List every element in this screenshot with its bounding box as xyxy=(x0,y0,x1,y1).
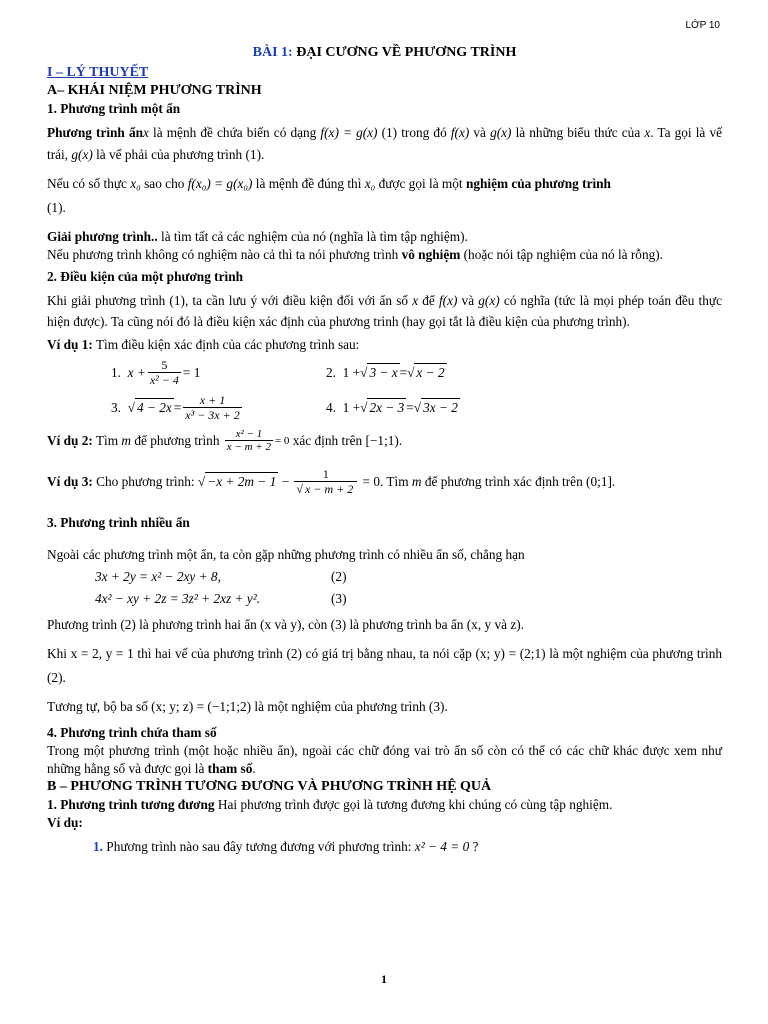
def-eq: f(x) = g(x) xyxy=(320,125,378,140)
question-1-mark: ? xyxy=(469,839,479,854)
lesson-name: ĐẠI CƯƠNG VỀ PHƯƠNG TRÌNH xyxy=(296,45,517,60)
def-and: và xyxy=(469,125,491,140)
root-paragraph xyxy=(47,172,722,220)
cond-text2: , ta cần lưu ý với điều kiện đối với ẩn số xyxy=(184,293,413,308)
multi-example-1: Khi x = 2, y = 1 thì hai vế của phương trình (2) có giá trị bằng nhau, ta nói cặp (x; y) = (2;1) là một nghiệm của phương trình (2). xyxy=(47,646,722,685)
ex1-item-3-fraction xyxy=(183,393,241,422)
ex1-item-1-pre: x + xyxy=(127,364,146,380)
ex3-equals: = 0 xyxy=(359,473,380,489)
question-1-equation: x² − 4 = 0 xyxy=(414,839,470,854)
ex3-interval: (0;1]. xyxy=(586,473,616,489)
ex1-item-4-radicand-right: 3x − 2 xyxy=(423,400,458,415)
grade-label: LỚP 10 xyxy=(685,20,720,31)
ex1-item-2-radicand-right: x − 2 xyxy=(416,365,445,380)
ex1-item-4-equals: = xyxy=(406,399,414,415)
fraction-numerator: x² − 1 xyxy=(225,428,273,441)
ex3-m: m xyxy=(411,473,422,489)
question-1-text: Phương trình nào sau đây tương đương với phương trình: xyxy=(102,839,415,854)
ex1-item-4-radicand-left: 2x − 3 xyxy=(369,400,405,415)
multi-description: Phương trình (2) là phương trình hai ẩn (x và y), còn (3) là phương trình ba ẩn (x, y và z). xyxy=(47,617,524,632)
example3-paragraph: Ví dụ 3: Cho phương trình: √ −x + 2m − 1 − $\frac{1}{√ x - m + 2}$ = 0 . Tìm m để phương trình xác định trên (0;1]. xyxy=(47,467,616,496)
ex1-item-3-radicand: 4 − 2x xyxy=(136,400,172,415)
equation-2 xyxy=(95,568,722,586)
def-x2: x xyxy=(644,125,651,140)
root-text1: Nếu có số thực xyxy=(47,176,131,191)
ex2-interval: [−1;1). xyxy=(365,432,403,448)
lesson-title xyxy=(47,44,722,62)
ex1-item-3-number: 3. xyxy=(111,399,121,415)
def-num: (1) xyxy=(381,125,398,140)
question-1-number: 1. xyxy=(93,839,103,854)
root-x0: x₀ xyxy=(130,176,141,191)
cond-text3: để xyxy=(418,293,439,308)
noroot-text1: Nếu phương trình không có nghiệm nào cả thì ta nói phương trình xyxy=(47,247,402,262)
sub1-heading: 1. Phương trình một ẩn xyxy=(47,101,181,116)
page-number: 1 xyxy=(381,972,387,986)
ex3-fraction xyxy=(294,467,357,496)
ex3-minus: − xyxy=(278,473,293,489)
ex3-text2: . Tìm xyxy=(380,473,412,489)
example1-paragraph xyxy=(47,336,722,354)
fraction-denominator: x − m + 2 xyxy=(226,441,271,453)
ex1-item-2-equals: = xyxy=(399,364,408,380)
definition-paragraph xyxy=(47,122,722,166)
ex1-item-3: 3. √ 4 − 2x = $\frac{x + 1}{\text{x³ − 3x + 2}}$ xyxy=(111,393,240,422)
fraction-numerator: x + 1 xyxy=(183,393,241,408)
ex1-item-1-fraction xyxy=(148,358,181,387)
fraction-numerator: 5 xyxy=(148,358,181,373)
example1-equations xyxy=(111,358,722,422)
ex1-item-4-number: 4. xyxy=(326,399,336,415)
def-num2: (1). xyxy=(245,147,265,162)
param-text1: Trong một phương trình (một hoặc nhiều ẩn), ngoài các chữ đóng vai trò ẩn số còn có thể có các chữ khác được xem như những hằng số và được gọi là xyxy=(47,743,722,776)
def-text5: là vế phải của phương trình xyxy=(92,147,246,162)
equation-2-number: (2) xyxy=(331,569,347,584)
def-text4: . Ta gọi là vế trái, xyxy=(47,125,722,162)
equation-3-number: (3) xyxy=(331,591,347,606)
equation-2-text: 3x + 2y = x² − 2xy + 8, xyxy=(95,569,221,584)
cond-num: (1) xyxy=(169,293,185,308)
fraction-denominator-radicand: x − m + 2 xyxy=(305,482,354,496)
ex1-item-2: 2. 1 + √ 3 − x = √ x − 2 xyxy=(326,364,445,380)
def-lead: Phương trình ẩn xyxy=(47,125,143,140)
equivalence-paragraph xyxy=(47,796,722,814)
cond-and: và xyxy=(457,293,479,308)
document-body xyxy=(47,44,722,856)
param-text2: . xyxy=(252,761,256,776)
ex3-label: Ví dụ 3: xyxy=(47,473,93,489)
part-a-heading: A– KHÁI NIỆM PHƯƠNG TRÌNH xyxy=(47,83,262,98)
noroot-text2: (hoặc nói tập nghiệm của nó là rỗng). xyxy=(460,247,664,262)
root-text2: sao cho xyxy=(140,176,188,191)
cond-text1: Khi giải phương trình xyxy=(47,293,170,308)
equation-3 xyxy=(95,590,722,608)
question-1 xyxy=(93,838,722,856)
fraction-denominator: x² − 4 xyxy=(149,373,179,387)
solve-text: là tìm tất cả các nghiệm của nó (nghĩa là tìm tập nghiệm). xyxy=(157,229,468,244)
cond-fx: f(x) xyxy=(438,293,458,308)
ex2-text3: xác định trên xyxy=(289,432,366,448)
def-fx: f(x) xyxy=(450,125,470,140)
root-num: (1). xyxy=(47,200,66,215)
ex1-text: Tìm điều kiện xác định của các phương trình sau: xyxy=(92,337,360,352)
condition-paragraph xyxy=(47,290,722,332)
fraction-denominator: √ x − m + 2 xyxy=(296,482,354,496)
sub3-heading: 3. Phương trình nhiều ẩn xyxy=(47,515,190,530)
def-var: x xyxy=(142,125,149,140)
equiv-text: Hai phương trình được gọi là tương đương khi chúng có cùng tập nghiệm. xyxy=(214,797,613,812)
ex3-text3: để phương trình xác định trên xyxy=(421,473,587,489)
ex2-m: m xyxy=(121,432,131,448)
solve-paragraph xyxy=(47,228,722,246)
section-theory-heading: I – LÝ THUYẾT xyxy=(47,65,149,80)
param-bold: tham số xyxy=(207,761,253,776)
ex1-item-3-equals: = xyxy=(173,399,182,415)
example-label: Ví dụ: xyxy=(47,815,83,830)
def-gx2: g(x) xyxy=(71,147,93,162)
multi-intro: Ngoài các phương trình một ẩn, ta còn gặp những phương trình có nhiều ẩn số, chẳng hạn xyxy=(47,547,525,562)
ex1-item-2-radicand-left: 3 − x xyxy=(369,365,398,380)
sub4-heading: 4. Phương trình chứa tham số xyxy=(47,725,217,740)
ex2-fraction xyxy=(225,428,273,453)
ex2-text1: Tìm xyxy=(92,432,122,448)
noroot-bold: vô nghiệm xyxy=(401,247,461,262)
parameter-paragraph xyxy=(47,742,722,778)
ex1-item-1-post: = 1 xyxy=(182,364,201,380)
ex3-radicand: −x + 2m − 1 xyxy=(207,474,277,489)
multi-example-2: Tương tự, bộ ba số (x; y; z) = (−1;1;2) là một nghiệm của phương trình (3). xyxy=(47,699,448,714)
ex2-text2: để phương trình xyxy=(131,432,223,448)
ex1-item-4-pre: 1 + xyxy=(342,399,361,415)
def-gx: g(x) xyxy=(490,125,512,140)
part-b-heading: B – PHƯƠNG TRÌNH TƯƠNG ĐƯƠNG VÀ PHƯƠNG TRÌNH HỆ QUẢ xyxy=(47,779,492,794)
equation-3-text: 4x² − xy + 2z = 3z² + 2xz + y². xyxy=(95,591,261,606)
fraction-numerator: 1 xyxy=(294,467,357,482)
solve-bold: Giải phương trình.. xyxy=(47,229,158,244)
ex1-item-1 xyxy=(111,358,326,387)
example2-paragraph xyxy=(47,428,722,453)
ex2-equals: = 0 xyxy=(274,434,290,447)
def-text2: trong đó xyxy=(397,125,451,140)
cond-x: x xyxy=(412,293,419,308)
fraction-denominator: x³ − 3x + 2 xyxy=(185,408,240,422)
noroot-paragraph xyxy=(47,246,722,264)
ex1-label: Ví dụ 1: xyxy=(47,337,93,352)
root-x0b: x₀ xyxy=(364,176,376,191)
cond-text4: có nghĩa (tức là mọi phép toán đều thực hiện được). Ta cũng nói đó là điều kiện xác định của phương trình (hay gọi tắt là điều kiện của phương trình). xyxy=(47,293,722,329)
def-text1: là mệnh đề chứa biến có dạng xyxy=(148,125,321,140)
ex1-item-2-number: 2. xyxy=(326,364,336,380)
ex1-item-2-pre: 1 + xyxy=(342,364,361,380)
root-eq: f(x₀) = g(x₀) xyxy=(187,176,253,191)
ex2-label: Ví dụ 2: xyxy=(47,432,93,448)
sub2-heading: 2. Điều kiện của một phương trình xyxy=(47,269,243,284)
ex1-item-1-number: 1. xyxy=(111,364,121,380)
root-text4: được gọi là một xyxy=(375,176,466,191)
root-text3: là mệnh đề đúng thì xyxy=(252,176,365,191)
ex3-text1: Cho phương trình: xyxy=(92,473,198,489)
def-text3: là những biểu thức của xyxy=(511,125,645,140)
equiv-bold: 1. Phương trình tương đương xyxy=(47,797,215,812)
cond-gx: g(x) xyxy=(478,293,500,308)
lesson-number: BÀI 1: xyxy=(252,45,293,60)
ex1-item-4: 4. 1 + √ 2x − 3 = √ 3x − 2 xyxy=(326,399,458,415)
root-bold: nghiệm của phương trình xyxy=(465,176,611,191)
